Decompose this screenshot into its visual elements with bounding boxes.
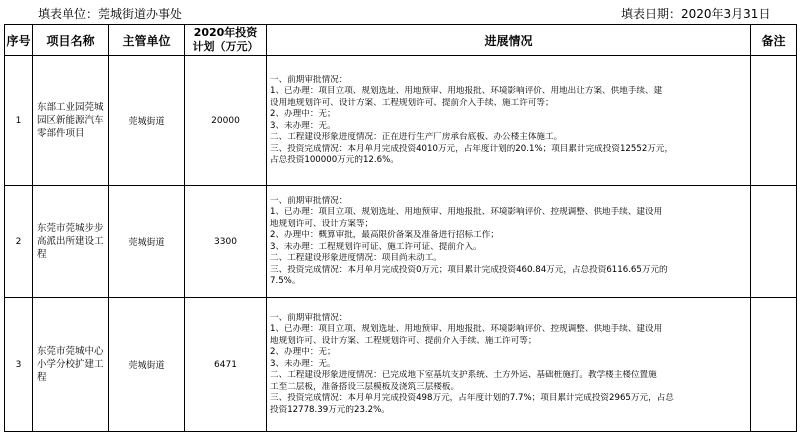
col-header-remark: 备注 — [751, 25, 797, 56]
col-header-progress: 进展情况 — [267, 25, 751, 56]
progress-line: 2、办理中：无； — [270, 347, 336, 358]
progress-line: 地规划许可、设计方案等； — [270, 218, 374, 229]
row-remark — [751, 298, 797, 432]
progress-line: 3、未办理：无。 — [270, 120, 336, 131]
table-header-row — [5, 25, 797, 56]
report-header — [0, 0, 800, 24]
progress-line: 三、投资完成情况：本月单月完成投资0万元；项目累计完成投资460.84万元，占总投资6116.65万元的 — [270, 264, 668, 275]
row-seq: 1 — [5, 56, 33, 186]
progress-line: 3、未办理：无。 — [270, 358, 336, 369]
progress-line: 投资12778.39万元的23.2%。 — [270, 404, 390, 415]
row-project-name: 东莞市莞城步步高派出所建设工程 — [33, 186, 109, 298]
row-dept: 莞城街道 — [109, 298, 185, 432]
progress-line: 1、已办理：项目立项、规划选址、用地预审、用地报批、环境影响评价、用地出让方案、供地手续、建 — [270, 86, 663, 96]
progress-line: 1、已办理：项目立项、规划选址、用地预审、用地报批、环境影响评价、控规调整、供地手续、建设用 — [270, 324, 663, 335]
table-row — [5, 186, 797, 298]
row-progress — [267, 56, 751, 186]
row-plan: 20000 — [185, 56, 267, 186]
col-header-plan-line1: 2020年投资 — [193, 26, 258, 39]
col-header-name: 项目名称 — [33, 25, 109, 56]
progress-line: 一、前期审批情况： — [270, 312, 348, 323]
col-header-plan-line2: 计划（万元） — [192, 40, 259, 53]
progress-line: 设用地规划许可、设计方案、工程规划许可、提前介入手续、施工许可等； — [270, 97, 554, 108]
col-header-seq: 序号 — [5, 25, 33, 56]
progress-line: 2、办理中：无； — [270, 109, 336, 119]
progress-line: 7.5%。 — [270, 276, 301, 286]
progress-line: 三、投资完成情况：本月单月完成投资4010万元，占年度计划的20.1%；项目累计完成投资12552万元， — [270, 143, 674, 154]
row-seq: 3 — [5, 298, 33, 432]
progress-line: 工至二层板，准备搭设三层模板及浇筑三层楼板。 — [270, 381, 460, 392]
row-progress — [267, 298, 751, 432]
row-project-name: 东部工业园莞城园区新能源汽车零部件项目 — [33, 56, 109, 186]
progress-line: 地规划许可、设计方案、工程规划许可、提前介入手续、施工许可等； — [270, 335, 537, 346]
row-remark — [751, 56, 797, 186]
table-row — [5, 298, 797, 432]
row-project-name: 东莞市莞城中心小学分校扩建工程 — [33, 298, 109, 432]
progress-line: 2、办理中：概算审批，最高限价备案及准备进行招标工作； — [270, 230, 499, 240]
row-dept: 莞城街道 — [109, 186, 185, 298]
progress-line: 占总投资100000万元的12.6%。 — [270, 155, 399, 165]
progress-line: 一、前期审批情况： — [270, 74, 348, 85]
row-dept: 莞城街道 — [109, 56, 185, 186]
row-remark — [751, 186, 797, 298]
progress-line: 1、已办理：项目立项、规划选址、用地预审、用地报批、环境影响评价、控规调整、供地手续、建设用 — [270, 207, 663, 217]
filling-date: 填表日期：2020年3月31日 — [621, 7, 771, 21]
progress-table — [4, 24, 797, 432]
table-row — [5, 56, 797, 186]
row-plan: 3300 — [185, 186, 267, 298]
progress-line: 3、未办理：工程规划许可证、施工许可证、提前介入。 — [270, 241, 482, 252]
progress-line: 二、工程建设形象进度情况：项目尚未动工。 — [270, 253, 442, 263]
col-header-plan — [185, 25, 267, 56]
progress-line: 二、工程建设形象进度情况：已完成地下室基坑支护系统、土方外运、基础桩施打。教学楼主楼位置施 — [270, 370, 657, 381]
filling-unit: 填表单位：莞城街道办事处 — [38, 7, 183, 21]
progress-line: 二、工程建设形象进度情况：正在进行生产厂房承台底板、办公楼主体施工。 — [270, 132, 563, 142]
row-seq: 2 — [5, 186, 33, 298]
progress-line: 三、投资完成情况：本月单月完成投资498万元，占年度计划的7.7%；项目累计完成投资2965万元，占总 — [270, 393, 674, 404]
row-progress — [267, 186, 751, 298]
row-plan: 6471 — [185, 298, 267, 432]
col-header-dept: 主管单位 — [109, 25, 185, 56]
progress-line: 一、前期审批情况： — [270, 195, 348, 206]
